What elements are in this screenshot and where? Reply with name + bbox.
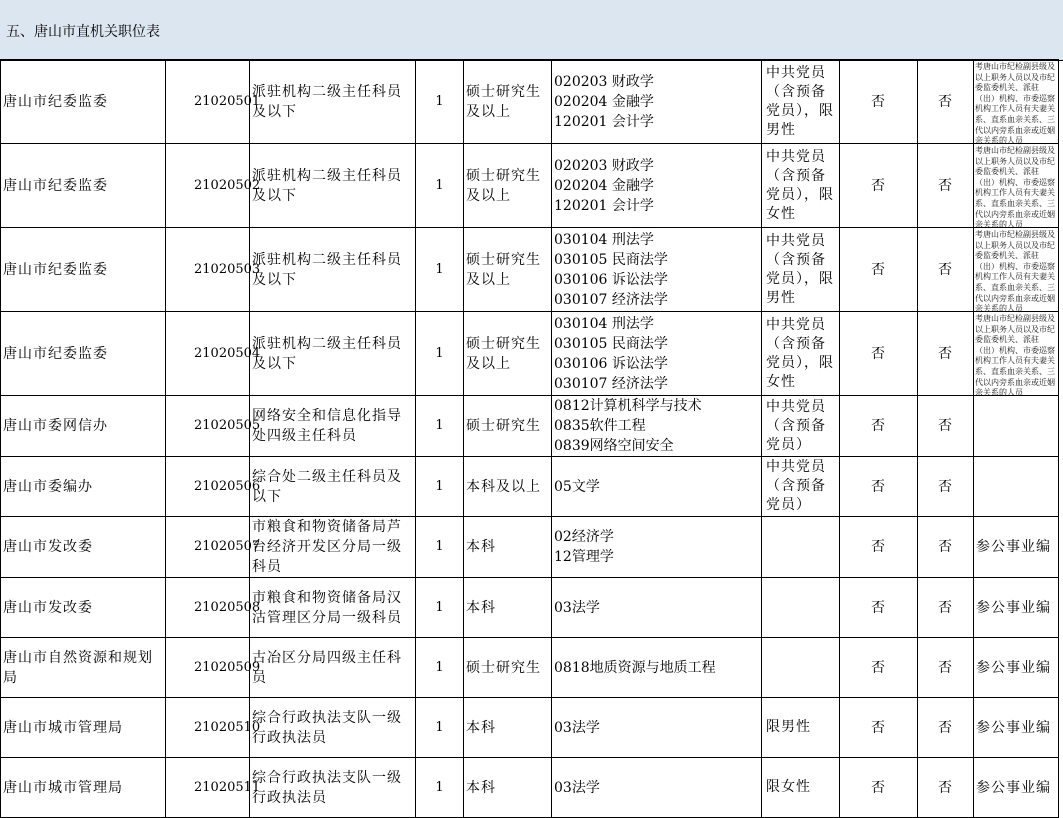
major-line: 030106 诉讼法学 bbox=[554, 355, 668, 372]
answer-cell: 否 bbox=[840, 698, 918, 758]
count-cell: 1 bbox=[416, 144, 464, 228]
political-cell bbox=[762, 638, 840, 698]
answer-cell: 否 bbox=[840, 758, 918, 818]
section-title-row bbox=[0, 0, 1063, 61]
unit-cell: 唐山市纪委监委 bbox=[1, 60, 166, 144]
major-line: 03法学 bbox=[554, 779, 600, 796]
major-cell bbox=[552, 312, 762, 396]
code-cell: 21020511 bbox=[166, 758, 250, 818]
count-cell: 1 bbox=[416, 60, 464, 144]
code-cell: 21020505 bbox=[166, 396, 250, 457]
unit-cell: 唐山市委编办 bbox=[1, 457, 166, 517]
table-row bbox=[1, 60, 1059, 144]
remark-text: 考唐山市纪检副县级及以上职务人员以及市纪委监委机关、派驻（出）机构、市委巡察机构工作人员有夫妻关系、直系血亲关系、三代以内旁系血亲或近姻亲关系的人员 bbox=[975, 230, 1055, 314]
table-row bbox=[1, 578, 1059, 638]
positions-table bbox=[0, 59, 1059, 818]
major-line: 030107 经济法学 bbox=[554, 375, 668, 392]
position-cell: 综合行政执法支队一级行政执法员 bbox=[250, 698, 416, 758]
degree-cell: 硕士研究生及以上 bbox=[464, 312, 552, 396]
position-cell: 市粮食和物资储备局汉沽管理区分局一级科员 bbox=[250, 578, 416, 638]
major-cell bbox=[552, 457, 762, 517]
position-cell: 市粮食和物资储备局芦台经济开发区分局一级科员 bbox=[250, 517, 416, 578]
political-cell: 中共党员（含预备党员），限女性 bbox=[762, 144, 840, 228]
unit-cell: 唐山市纪委监委 bbox=[1, 144, 166, 228]
political-cell: 中共党员（含预备党员） bbox=[762, 396, 840, 457]
count-cell: 1 bbox=[416, 638, 464, 698]
major-cell bbox=[552, 60, 762, 144]
political-cell: 中共党员（含预备党员），限女性 bbox=[762, 312, 840, 396]
answer-cell: 否 bbox=[840, 396, 918, 457]
major-cell bbox=[552, 228, 762, 312]
unit-cell: 唐山市纪委监委 bbox=[1, 228, 166, 312]
remark-cell bbox=[974, 457, 1059, 517]
political-cell: 限女性 bbox=[762, 758, 840, 818]
count-cell: 1 bbox=[416, 517, 464, 578]
major-line: 120201 会计学 bbox=[554, 113, 654, 130]
code-cell: 21020510 bbox=[166, 698, 250, 758]
position-cell: 网络安全和信息化指导处四级主任科员 bbox=[250, 396, 416, 457]
count-cell: 1 bbox=[416, 396, 464, 457]
answer-cell: 否 bbox=[840, 457, 918, 517]
count-cell: 1 bbox=[416, 578, 464, 638]
answer-cell: 否 bbox=[840, 578, 918, 638]
major-line: 12管理学 bbox=[554, 549, 614, 565]
answer-cell: 否 bbox=[918, 144, 974, 228]
answer-cell: 否 bbox=[840, 60, 918, 144]
degree-cell: 硕士研究生及以上 bbox=[464, 144, 552, 228]
major-line: 030104 刑法学 bbox=[554, 315, 654, 332]
answer-cell: 否 bbox=[918, 698, 974, 758]
position-cell: 综合行政执法支队一级行政执法员 bbox=[250, 758, 416, 818]
table-row bbox=[1, 517, 1059, 578]
major-line: 030107 经济法学 bbox=[554, 291, 668, 308]
major-cell bbox=[552, 517, 762, 578]
unit-cell: 唐山市发改委 bbox=[1, 517, 166, 578]
major-line: 0835软件工程 bbox=[554, 418, 646, 434]
major-line: 020203 财政学 bbox=[554, 73, 654, 90]
unit-cell: 唐山市城市管理局 bbox=[1, 758, 166, 818]
degree-cell: 硕士研究生 bbox=[464, 638, 552, 698]
position-cell: 综合处二级主任科员及以下 bbox=[250, 457, 416, 517]
answer-cell: 否 bbox=[918, 638, 974, 698]
answer-cell: 否 bbox=[840, 228, 918, 312]
major-line: 0818地质资源与地质工程 bbox=[554, 659, 716, 676]
major-line: 0812计算机科学与技术 bbox=[554, 398, 702, 414]
answer-cell: 否 bbox=[918, 457, 974, 517]
code-cell: 21020503 bbox=[166, 228, 250, 312]
table-row bbox=[1, 457, 1059, 517]
answer-cell: 否 bbox=[918, 60, 974, 144]
political-cell: 中共党员（含预备党员），限男性 bbox=[762, 228, 840, 312]
major-cell bbox=[552, 396, 762, 457]
remark-text: 考唐山市纪检副县级及以上职务人员以及市纪委监委机关、派驻（出）机构、市委巡察机构工作人员有夫妻关系、直系血亲关系、三代以内旁系血亲或近姻亲关系的人员 bbox=[975, 146, 1055, 230]
remark-cell: 参公事业编 bbox=[974, 698, 1059, 758]
remark-cell bbox=[974, 144, 1059, 228]
position-cell: 派驻机构二级主任科员及以下 bbox=[250, 312, 416, 396]
major-cell bbox=[552, 638, 762, 698]
remark-cell bbox=[974, 60, 1059, 144]
table-row bbox=[1, 228, 1059, 312]
major-line: 02经济学 bbox=[554, 529, 614, 545]
degree-cell: 硕士研究生 bbox=[464, 396, 552, 457]
major-cell bbox=[552, 578, 762, 638]
major-line: 03法学 bbox=[554, 719, 600, 736]
major-line: 0839网络空间安全 bbox=[554, 438, 674, 454]
table-row bbox=[1, 396, 1059, 457]
degree-cell: 本科及以上 bbox=[464, 457, 552, 517]
degree-cell: 本科 bbox=[464, 758, 552, 818]
answer-cell: 否 bbox=[840, 517, 918, 578]
table-row bbox=[1, 698, 1059, 758]
remark-text: 考唐山市纪检副县级及以上职务人员以及市纪委监委机关、派驻（出）机构、市委巡察机构工作人员有夫妻关系、直系血亲关系、三代以内旁系血亲或近姻亲关系的人员 bbox=[975, 62, 1055, 146]
remark-cell bbox=[974, 396, 1059, 457]
answer-cell: 否 bbox=[918, 517, 974, 578]
count-cell: 1 bbox=[416, 457, 464, 517]
remark-text: 考唐山市纪检副县级及以上职务人员以及市纪委监委机关、派驻（出）机构、市委巡察机构工作人员有夫妻关系、直系血亲关系、三代以内旁系血亲或近姻亲关系的人员 bbox=[975, 314, 1055, 398]
remark-cell bbox=[974, 312, 1059, 396]
answer-cell: 否 bbox=[918, 758, 974, 818]
code-cell: 21020507 bbox=[166, 517, 250, 578]
major-cell bbox=[552, 698, 762, 758]
political-cell bbox=[762, 517, 840, 578]
degree-cell: 硕士研究生及以上 bbox=[464, 60, 552, 144]
major-line: 030105 民商法学 bbox=[554, 335, 668, 352]
major-line: 030104 刑法学 bbox=[554, 231, 654, 248]
political-cell: 限男性 bbox=[762, 698, 840, 758]
table-body bbox=[1, 60, 1059, 818]
answer-cell: 否 bbox=[840, 638, 918, 698]
unit-cell: 唐山市发改委 bbox=[1, 578, 166, 638]
major-cell bbox=[552, 758, 762, 818]
count-cell: 1 bbox=[416, 698, 464, 758]
major-line: 020204 金融学 bbox=[554, 177, 654, 194]
political-cell: 中共党员（含预备党员） bbox=[762, 457, 840, 517]
answer-cell: 否 bbox=[840, 144, 918, 228]
count-cell: 1 bbox=[416, 758, 464, 818]
answer-cell: 否 bbox=[840, 312, 918, 396]
position-cell: 派驻机构二级主任科员及以下 bbox=[250, 60, 416, 144]
count-cell: 1 bbox=[416, 312, 464, 396]
code-cell: 21020501 bbox=[166, 60, 250, 144]
remark-cell: 参公事业编 bbox=[974, 758, 1059, 818]
unit-cell: 唐山市纪委监委 bbox=[1, 312, 166, 396]
remark-cell bbox=[974, 228, 1059, 312]
degree-cell: 本科 bbox=[464, 517, 552, 578]
political-cell bbox=[762, 578, 840, 638]
major-line: 020203 财政学 bbox=[554, 157, 654, 174]
major-line: 05文学 bbox=[554, 478, 600, 495]
code-cell: 21020509 bbox=[166, 638, 250, 698]
answer-cell: 否 bbox=[918, 312, 974, 396]
political-cell: 中共党员（含预备党员），限男性 bbox=[762, 60, 840, 144]
code-cell: 21020504 bbox=[166, 312, 250, 396]
page-title: 五、唐山市直机关职位表 bbox=[6, 24, 160, 40]
table-row bbox=[1, 144, 1059, 228]
table-row bbox=[1, 638, 1059, 698]
unit-cell: 唐山市自然资源和规划局 bbox=[1, 638, 166, 698]
table-row bbox=[1, 312, 1059, 396]
position-cell: 古冶区分局四级主任科员 bbox=[250, 638, 416, 698]
answer-cell: 否 bbox=[918, 228, 974, 312]
degree-cell: 本科 bbox=[464, 578, 552, 638]
major-line: 030105 民商法学 bbox=[554, 251, 668, 268]
major-line: 03法学 bbox=[554, 599, 600, 616]
answer-cell: 否 bbox=[918, 578, 974, 638]
degree-cell: 硕士研究生及以上 bbox=[464, 228, 552, 312]
major-line: 020204 金融学 bbox=[554, 93, 654, 110]
answer-cell: 否 bbox=[918, 396, 974, 457]
position-cell: 派驻机构二级主任科员及以下 bbox=[250, 144, 416, 228]
table-row bbox=[1, 758, 1059, 818]
unit-cell: 唐山市委网信办 bbox=[1, 396, 166, 457]
major-line: 030106 诉讼法学 bbox=[554, 271, 668, 288]
remark-cell: 参公事业编 bbox=[974, 638, 1059, 698]
code-cell: 21020502 bbox=[166, 144, 250, 228]
code-cell: 21020508 bbox=[166, 578, 250, 638]
degree-cell: 本科 bbox=[464, 698, 552, 758]
unit-cell: 唐山市城市管理局 bbox=[1, 698, 166, 758]
major-line: 120201 会计学 bbox=[554, 197, 654, 214]
remark-cell: 参公事业编 bbox=[974, 517, 1059, 578]
count-cell: 1 bbox=[416, 228, 464, 312]
remark-cell: 参公事业编 bbox=[974, 578, 1059, 638]
code-cell: 21020506 bbox=[166, 457, 250, 517]
major-cell bbox=[552, 144, 762, 228]
position-cell: 派驻机构二级主任科员及以下 bbox=[250, 228, 416, 312]
